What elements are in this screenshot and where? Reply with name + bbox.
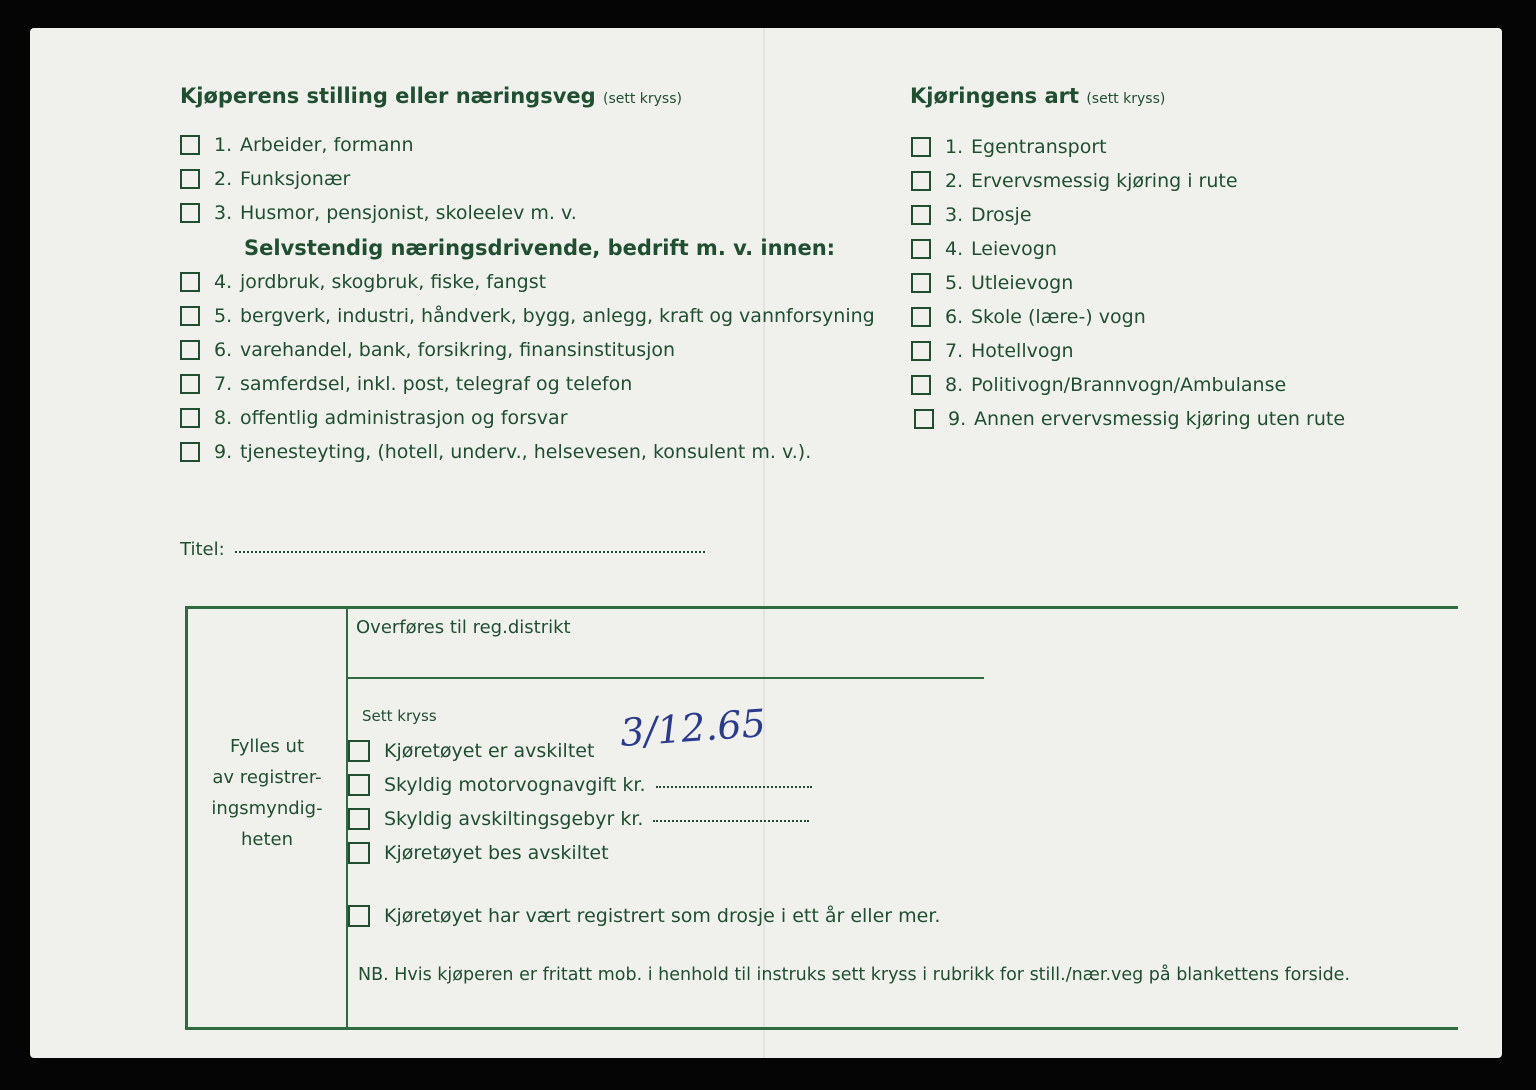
option-label: Arbeider, formann <box>240 134 414 156</box>
right-option-4[interactable] <box>911 238 1057 260</box>
option-label: Skole (lære-) vogn <box>971 306 1146 328</box>
right-option-2[interactable] <box>911 170 1238 192</box>
left-option-2[interactable] <box>180 168 350 190</box>
left-option-7[interactable] <box>180 373 632 395</box>
handwritten-date: 3/12.65 <box>618 700 768 756</box>
left-option-8[interactable] <box>180 407 568 429</box>
checkbox[interactable] <box>911 341 931 361</box>
option-label: jordbruk, skogbruk, fiske, fangst <box>240 271 547 293</box>
right-option-6[interactable] <box>911 306 1146 328</box>
right-option-3[interactable] <box>911 204 1032 226</box>
option-label: Utleievogn <box>971 272 1074 294</box>
option-number: 6. <box>945 306 964 328</box>
checkbox[interactable] <box>348 774 370 796</box>
box-divider-horizontal <box>348 677 984 679</box>
checkbox[interactable] <box>180 203 200 223</box>
left-option-1[interactable] <box>180 134 414 156</box>
check-label: Kjøretøyet har vært registrert som drosje i ett år eller mer. <box>384 905 941 927</box>
check-motorvognavgift[interactable] <box>348 774 812 796</box>
option-number: 6. <box>214 339 233 361</box>
left-option-9[interactable] <box>180 441 811 463</box>
right-option-7[interactable] <box>911 340 1074 362</box>
amount-dotted-line[interactable] <box>653 816 809 822</box>
option-label: Annen ervervsmessig kjøring uten rute <box>974 408 1346 430</box>
titel-label: Titel: <box>180 539 225 560</box>
checkbox[interactable] <box>180 169 200 189</box>
check-avskiltet[interactable] <box>348 740 594 762</box>
side-label-line: av registrer- <box>212 767 322 788</box>
right-option-5[interactable] <box>911 272 1073 294</box>
right-option-1[interactable] <box>911 136 1107 158</box>
left-option-6[interactable] <box>180 339 675 361</box>
check-label: Skyldig motorvognavgift kr. <box>384 774 646 796</box>
option-number: 2. <box>214 168 233 190</box>
checkbox[interactable] <box>180 340 200 360</box>
option-label: offentlig administrasjon og forsvar <box>240 407 568 429</box>
option-label: Ervervsmessig kjøring i rute <box>971 170 1238 192</box>
option-label: varehandel, bank, forsikring, finansinstitusjon <box>240 339 676 361</box>
checkbox[interactable] <box>914 409 934 429</box>
option-label: Husmor, pensjonist, skoleelev m. v. <box>240 202 577 224</box>
side-label-line: heten <box>240 829 294 850</box>
left-option-5[interactable] <box>180 305 875 327</box>
checkbox[interactable] <box>180 135 200 155</box>
option-number: 7. <box>214 373 233 395</box>
check-label: Kjøretøyet er avskiltet <box>384 740 595 762</box>
option-label: bergverk, industri, håndverk, bygg, anlegg, kraft og vannforsyning <box>240 305 875 327</box>
check-bes-avskiltet[interactable] <box>348 842 609 864</box>
checkbox[interactable] <box>180 408 200 428</box>
option-number: 1. <box>214 134 233 156</box>
check-avskiltingsgebyr[interactable] <box>348 808 809 830</box>
left-subheading: Selvstendig næringsdrivende, bedrift m. v. innen: <box>244 236 836 260</box>
transfer-district-field[interactable] <box>356 617 571 638</box>
option-label: Politivogn/Brannvogn/Ambulanse <box>971 374 1287 396</box>
checkbox[interactable] <box>911 239 931 259</box>
option-number: 9. <box>214 441 233 463</box>
side-label-line: Fylles ut <box>230 736 304 757</box>
checkbox[interactable] <box>348 905 370 927</box>
checkbox[interactable] <box>180 272 200 292</box>
amount-dotted-line[interactable] <box>656 782 812 788</box>
checkbox[interactable] <box>180 374 200 394</box>
option-number: 8. <box>945 374 964 396</box>
sett-kryss-label <box>362 707 437 725</box>
fill-by-authority-label <box>188 731 346 855</box>
option-label: Hotellvogn <box>971 340 1074 362</box>
titel-dotted-line[interactable] <box>235 547 705 553</box>
option-label: samferdsel, inkl. post, telegraf og telefon <box>240 373 633 395</box>
right-option-8[interactable] <box>911 374 1286 396</box>
right-title-hint: (sett kryss) <box>1086 91 1166 107</box>
option-label: Egentransport <box>971 136 1107 158</box>
left-section-title <box>180 84 682 108</box>
right-title-text: Kjøringens art <box>910 84 1080 108</box>
checkbox[interactable] <box>911 205 931 225</box>
option-number: 4. <box>214 271 233 293</box>
left-option-3[interactable] <box>180 202 577 224</box>
right-section-title <box>910 84 1165 108</box>
registration-box <box>185 606 1458 1030</box>
left-title-hint: (sett kryss) <box>602 91 682 107</box>
option-number: 9. <box>948 408 967 430</box>
checkbox[interactable] <box>180 442 200 462</box>
option-label: Funksjonær <box>240 168 351 190</box>
checkbox[interactable] <box>348 808 370 830</box>
option-label: Drosje <box>971 204 1032 226</box>
option-number: 7. <box>945 340 964 362</box>
sett-kryss-text: Sett kryss <box>362 707 437 725</box>
nb-text: NB. Hvis kjøperen er fritatt mob. i henhold til instruks sett kryss i rubrikk for still./nær.veg på blankettens forside. <box>358 965 1351 985</box>
option-label: tjenesteyting, (hotell, underv., helsevesen, konsulent m. v.). <box>240 441 812 463</box>
option-label: Leievogn <box>971 238 1057 260</box>
left-option-4[interactable] <box>180 271 546 293</box>
option-number: 5. <box>214 305 233 327</box>
checkbox[interactable] <box>348 740 370 762</box>
left-title-text: Kjøperens stilling eller næringsveg <box>180 84 596 108</box>
checkbox[interactable] <box>911 375 931 395</box>
checkbox[interactable] <box>348 842 370 864</box>
check-drosje[interactable] <box>348 905 940 927</box>
option-number: 1. <box>945 136 964 158</box>
checkbox[interactable] <box>911 171 931 191</box>
option-number: 5. <box>945 272 964 294</box>
transfer-district-label: Overføres til reg.distrikt <box>356 617 571 638</box>
nb-note <box>358 965 1350 985</box>
checkbox[interactable] <box>911 137 931 157</box>
form-sheet <box>30 28 1502 1058</box>
checkbox[interactable] <box>911 273 931 293</box>
option-number: 3. <box>214 202 233 224</box>
right-option-9[interactable] <box>914 408 1345 430</box>
checkbox[interactable] <box>180 306 200 326</box>
side-label-line: ingsmyndig- <box>211 798 323 819</box>
option-number: 4. <box>945 238 964 260</box>
option-number: 2. <box>945 170 964 192</box>
titel-field[interactable] <box>180 539 705 560</box>
checkbox[interactable] <box>911 307 931 327</box>
check-label: Kjøretøyet bes avskiltet <box>384 842 609 864</box>
option-number: 8. <box>214 407 233 429</box>
check-label: Skyldig avskiltingsgebyr kr. <box>384 808 644 830</box>
option-number: 3. <box>945 204 964 226</box>
